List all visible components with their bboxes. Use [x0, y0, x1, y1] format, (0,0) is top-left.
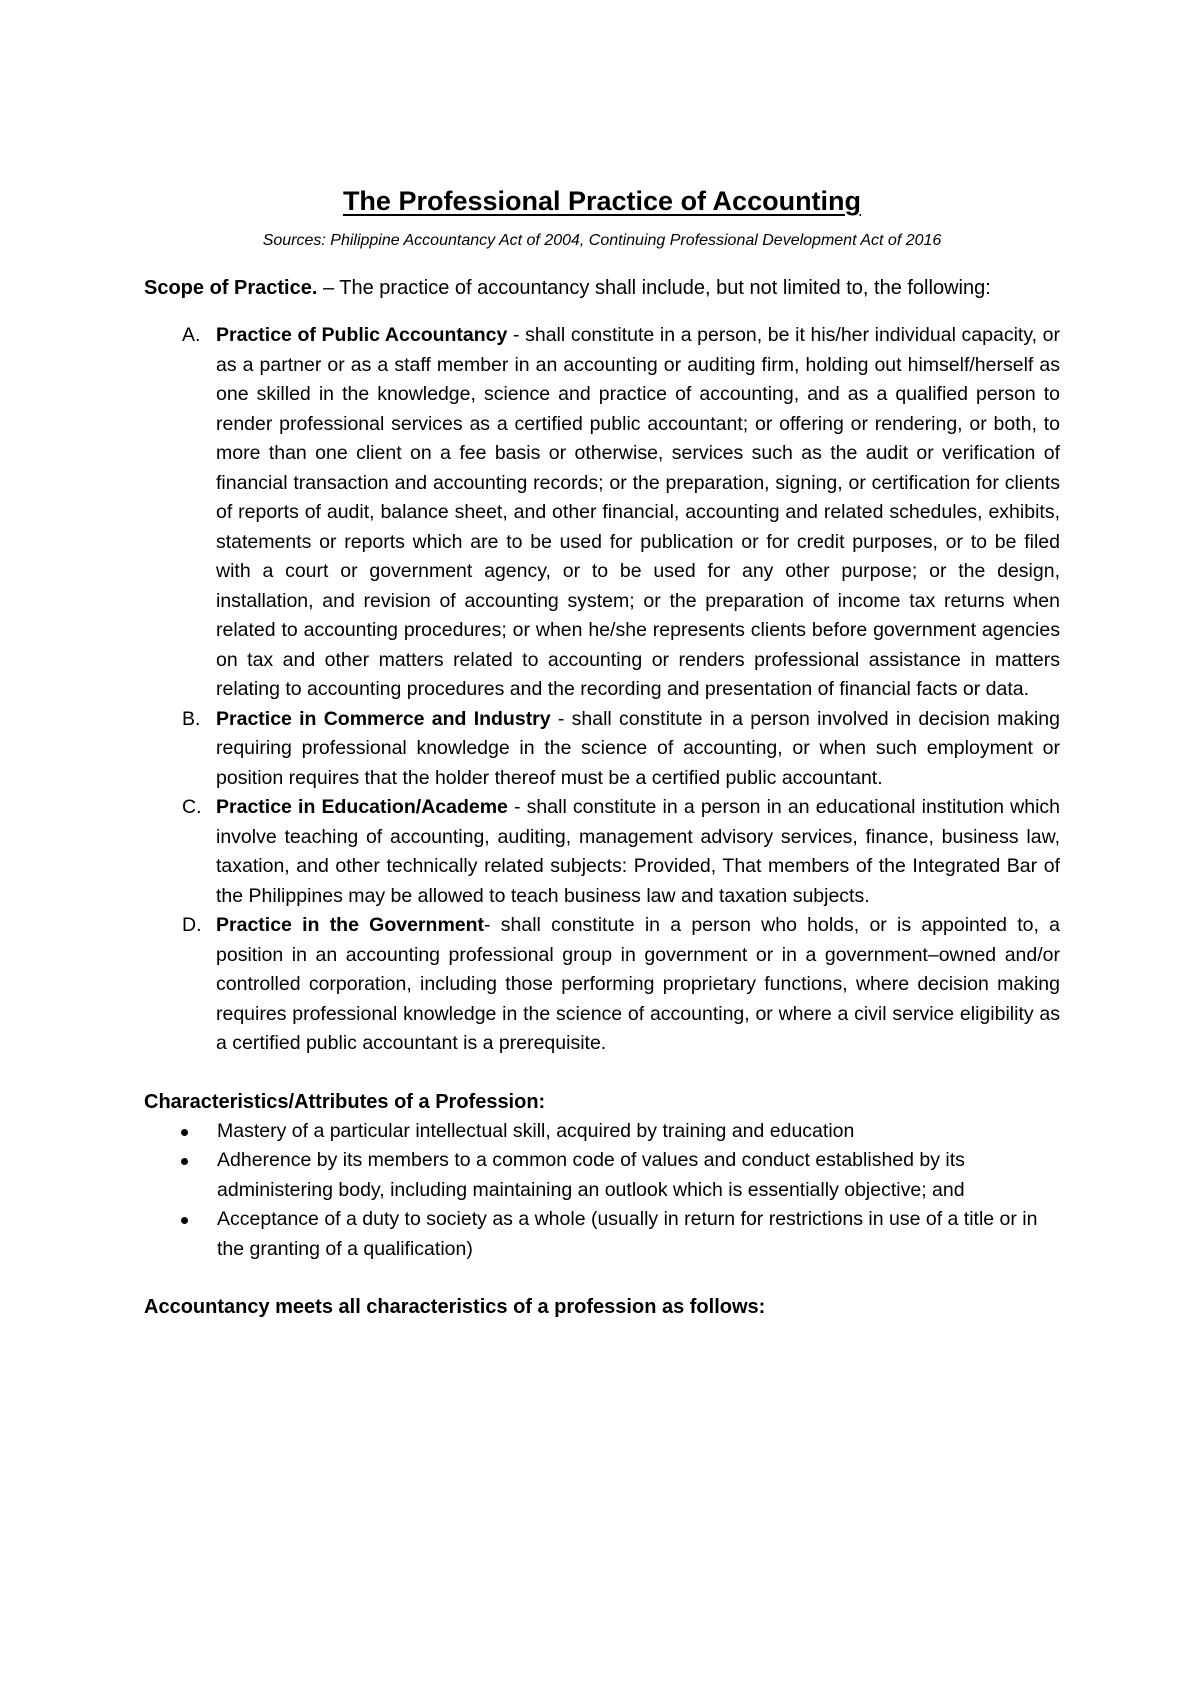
practice-text: - shall constitute in a person in an educational institution which involve teaching of accounting, auditing, management advisory services, finance, business law, taxation, and other technically related subjects: Provided, That members of the Integrated Bar of the Philippines may be allowed to teach business law and taxation subjects.	[216, 796, 1061, 907]
attribute-text: Mastery of a particular intellectual skill, acquired by training and education	[217, 1119, 855, 1142]
scope-paragraph	[144, 274, 1060, 303]
list-marker: C.	[182, 796, 202, 818]
list-marker: B.	[182, 707, 201, 730]
attribute-text: Adherence by its members to a common code of values and conduct established by its administering body, including maintaining an outlook which is essentially objective; and	[217, 1149, 965, 1201]
practice-heading: Practice in Education/Academe	[216, 796, 508, 818]
document-title: The Professional Practice of Accounting	[342, 186, 862, 216]
practice-item-government	[182, 911, 1061, 1059]
practice-text: - shall constitute in a person, be it his/her individual capacity, or as a partner or as a staff member in an accounting or auditing firm, holding out himself/herself as one skilled in the knowledge, science and practice of accounting, and as a qualified person to render professional services as a certified public accountant; or offering or rendering, or both, to more than one client on a fee basis or otherwise, services such as the audit or verification of financial transaction and accounting records; or the preparation, signing, or certification for clients of reports of audit, balance sheet, and other financial, accounting and related schedules, exhibits, statements or reports which are to be used for publication or for credit purposes, or to be filed with a court or government agency, or to be used for any other purpose; or the design, installation, and revision of accounting system; or the preparation of income tax returns when related to accounting procedures; or when he/she represents clients before government agencies on tax and other matters related to accounting or renders professional assistance in matters relating to accounting procedures and the recording and presentation of financial facts or data.	[216, 324, 1060, 700]
practice-heading: Practice in the Government	[216, 914, 485, 936]
bullet-icon	[181, 1158, 188, 1165]
scope-text: – The practice of accountancy shall include, but not limited to, the following:	[317, 277, 991, 299]
attributes-heading: Characteristics/Attributes of a Profession:	[144, 1090, 546, 1113]
practice-text: - shall constitute in a person involved in decision making requiring professional knowledge in the science of accounting, or when such employment or position requires that the holder thereof must be a certified public accountant.	[216, 707, 1060, 789]
sources-line: Sources: Philippine Accountancy Act of 2004, Continuing Professional Development Act of 2016	[262, 232, 942, 249]
bullet-icon	[181, 1217, 188, 1224]
document-page	[144, 184, 1060, 1322]
practice-item-education	[182, 793, 1061, 911]
scope-label: Scope of Practice.	[144, 277, 318, 299]
attribute-item	[217, 1205, 1060, 1264]
list-marker: D.	[182, 914, 202, 936]
practice-item-public	[182, 321, 1060, 705]
attribute-item	[217, 1117, 1060, 1147]
bullet-icon	[181, 1129, 188, 1136]
practice-item-commerce	[182, 705, 1060, 794]
attribute-item	[217, 1146, 1060, 1205]
practice-list	[144, 321, 1060, 1059]
practice-heading: Practice of Public Accountancy	[216, 324, 508, 346]
meets-heading: Accountancy meets all characteristics of a profession as follows:	[144, 1296, 766, 1318]
attributes-list	[144, 1117, 1060, 1265]
list-marker: A.	[182, 324, 201, 346]
attribute-text: Acceptance of a duty to society as a whole (usually in return for restrictions in use of a title or in the granting of a qualification)	[217, 1208, 1038, 1260]
practice-text: - shall constitute in a person who holds, or is appointed to, a position in an accounting professional group in government or in a government–owned and/or controlled corporation, including those performing proprietary functions, where decision making requires professional knowledge in the science of accounting, or where a civil service eligibility as a certified public accountant is a prerequisite.	[216, 914, 1061, 1054]
practice-heading: Practice in Commerce and Industry	[216, 707, 551, 730]
